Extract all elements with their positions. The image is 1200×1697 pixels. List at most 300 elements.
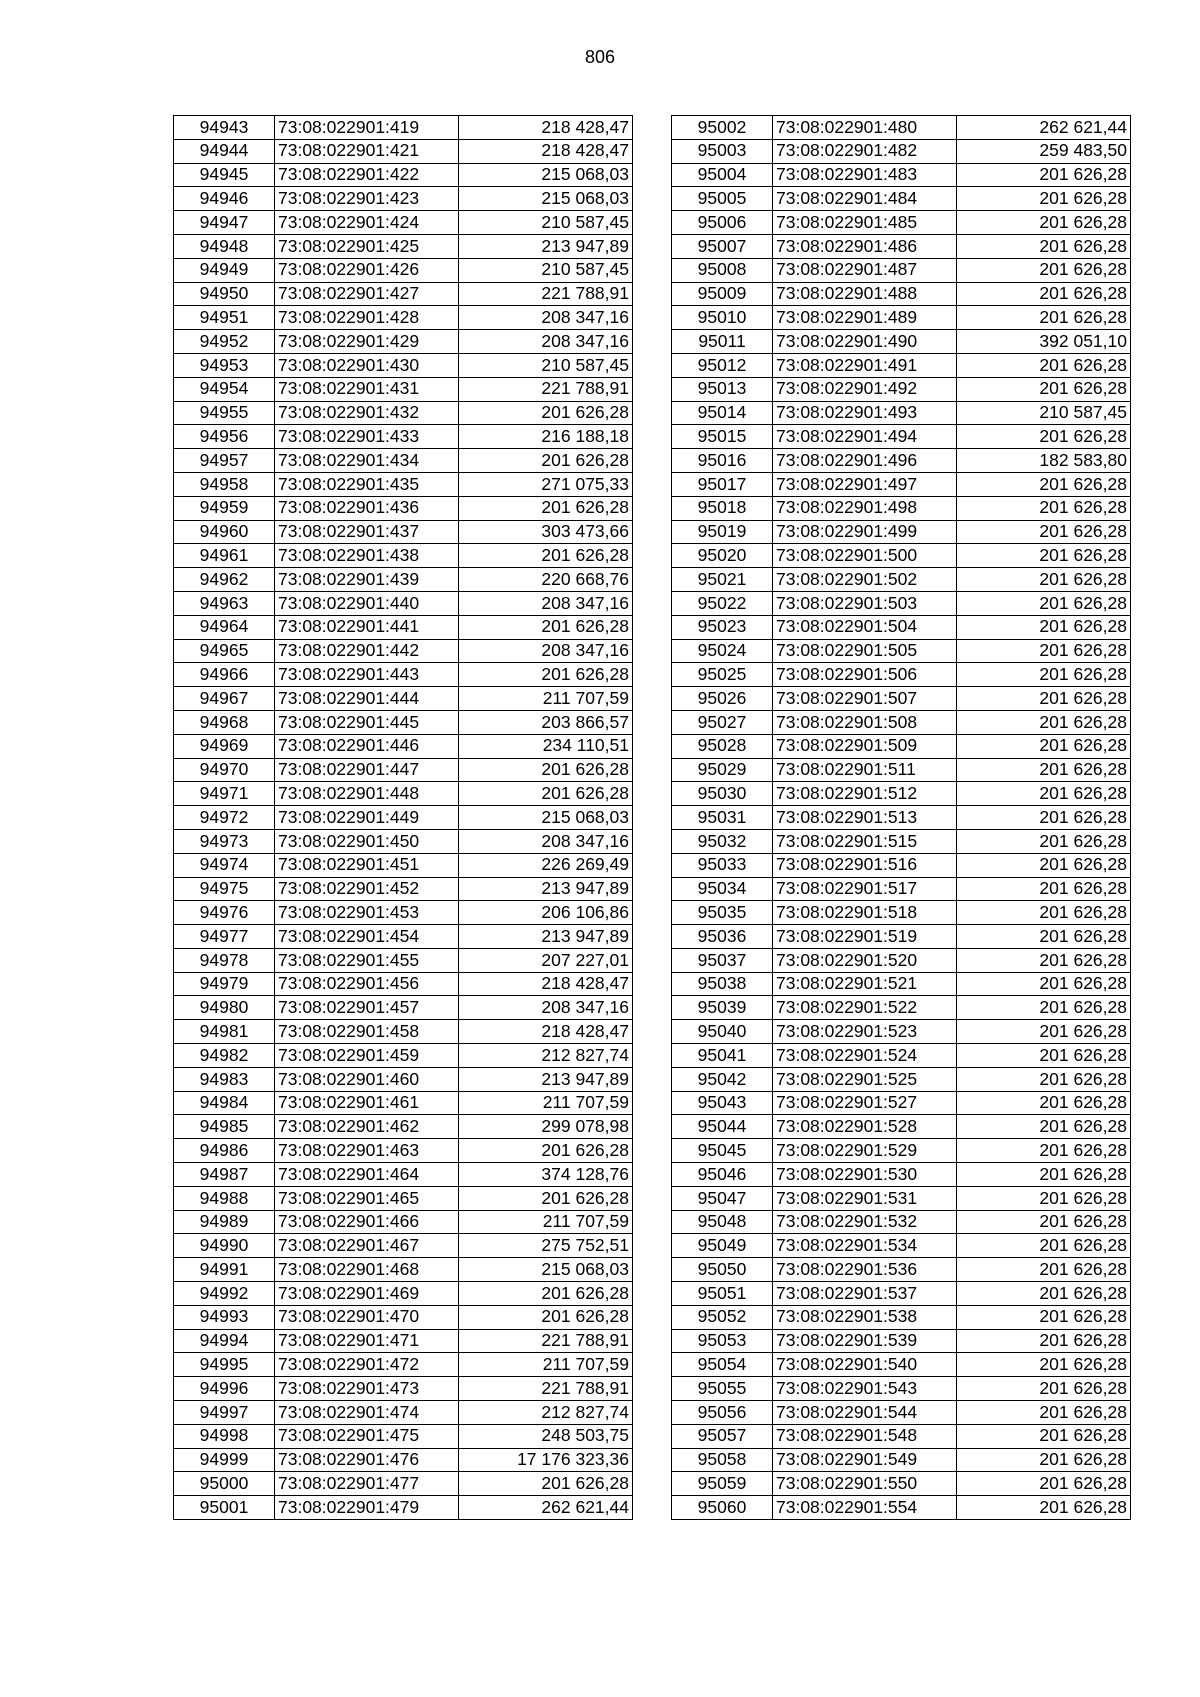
- cadastral-value-cell: 201 626,28: [957, 282, 1131, 306]
- cadastral-value-cell: 201 626,28: [957, 639, 1131, 663]
- row-number-cell: 94963: [174, 591, 275, 615]
- table-row: [174, 591, 633, 615]
- cadastral-value-cell: 201 626,28: [957, 829, 1131, 853]
- table-row: [174, 568, 633, 592]
- cadastral-value-cell: 201 626,28: [957, 1020, 1131, 1044]
- table-row: [672, 1020, 1131, 1044]
- cadastral-number-cell: 73:08:022901:431: [275, 377, 459, 401]
- row-number-cell: 94958: [174, 472, 275, 496]
- row-number-cell: 95006: [672, 211, 773, 235]
- row-number-cell: 95031: [672, 806, 773, 830]
- row-number-cell: 94968: [174, 710, 275, 734]
- row-number-cell: 95059: [672, 1472, 773, 1496]
- cadastral-number-cell: 73:08:022901:430: [275, 353, 459, 377]
- cadastral-value-cell: 259 483,50: [957, 139, 1131, 163]
- table-row: [672, 1377, 1131, 1401]
- cadastral-number-cell: 73:08:022901:484: [773, 187, 957, 211]
- row-number-cell: 94973: [174, 829, 275, 853]
- row-number-cell: 95029: [672, 758, 773, 782]
- cadastral-number-cell: 73:08:022901:487: [773, 258, 957, 282]
- cadastral-number-cell: 73:08:022901:518: [773, 901, 957, 925]
- cadastral-value-cell: 201 626,28: [957, 1448, 1131, 1472]
- cadastral-number-cell: 73:08:022901:458: [275, 1020, 459, 1044]
- table-row: [174, 853, 633, 877]
- cadastral-value-cell: 201 626,28: [957, 1186, 1131, 1210]
- table-row: [174, 948, 633, 972]
- cadastral-value-cell: 303 473,66: [459, 520, 633, 544]
- row-number-cell: 95045: [672, 1139, 773, 1163]
- cadastral-value-cell: 299 078,98: [459, 1115, 633, 1139]
- cadastral-value-cell: 201 626,28: [957, 687, 1131, 711]
- row-number-cell: 94984: [174, 1091, 275, 1115]
- row-number-cell: 94957: [174, 449, 275, 473]
- cadastral-number-cell: 73:08:022901:429: [275, 330, 459, 354]
- row-number-cell: 94998: [174, 1424, 275, 1448]
- cadastral-number-cell: 73:08:022901:479: [275, 1496, 459, 1520]
- row-number-cell: 95025: [672, 663, 773, 687]
- row-number-cell: 95043: [672, 1091, 773, 1115]
- cadastral-value-cell: 215 068,03: [459, 187, 633, 211]
- cadastral-value-cell: 201 626,28: [957, 1424, 1131, 1448]
- cadastral-number-cell: 73:08:022901:489: [773, 306, 957, 330]
- table-row: [174, 877, 633, 901]
- row-number-cell: 95039: [672, 996, 773, 1020]
- row-number-cell: 94978: [174, 948, 275, 972]
- cadastral-number-cell: 73:08:022901:504: [773, 615, 957, 639]
- cadastral-number-cell: 73:08:022901:461: [275, 1091, 459, 1115]
- row-number-cell: 95041: [672, 1044, 773, 1068]
- row-number-cell: 95050: [672, 1258, 773, 1282]
- table-row: [174, 1472, 633, 1496]
- row-number-cell: 94948: [174, 234, 275, 258]
- cadastral-number-cell: 73:08:022901:502: [773, 568, 957, 592]
- row-number-cell: 94969: [174, 734, 275, 758]
- cadastral-value-cell: 201 626,28: [957, 663, 1131, 687]
- table-row: [174, 639, 633, 663]
- cadastral-number-cell: 73:08:022901:437: [275, 520, 459, 544]
- cadastral-number-cell: 73:08:022901:517: [773, 877, 957, 901]
- cadastral-number-cell: 73:08:022901:488: [773, 282, 957, 306]
- table-row: [672, 1424, 1131, 1448]
- cadastral-value-cell: 201 626,28: [957, 234, 1131, 258]
- row-number-cell: 95019: [672, 520, 773, 544]
- row-number-cell: 95053: [672, 1329, 773, 1353]
- table-row: [672, 211, 1131, 235]
- cadastral-value-cell: 201 626,28: [459, 615, 633, 639]
- row-number-cell: 95054: [672, 1353, 773, 1377]
- table-row: [672, 1448, 1131, 1472]
- row-number-cell: 95016: [672, 449, 773, 473]
- cadastral-value-cell: 201 626,28: [957, 1401, 1131, 1425]
- table-row: [672, 163, 1131, 187]
- table-row: [174, 615, 633, 639]
- row-number-cell: 94949: [174, 258, 275, 282]
- cadastral-value-cell: 275 752,51: [459, 1234, 633, 1258]
- row-number-cell: 94947: [174, 211, 275, 235]
- cadastral-value-cell: 218 428,47: [459, 972, 633, 996]
- table-row: [174, 782, 633, 806]
- row-number-cell: 94990: [174, 1234, 275, 1258]
- table-row: [672, 1139, 1131, 1163]
- cadastral-number-cell: 73:08:022901:524: [773, 1044, 957, 1068]
- cadastral-number-cell: 73:08:022901:453: [275, 901, 459, 925]
- table-row: [174, 1496, 633, 1520]
- table-row: [174, 758, 633, 782]
- cadastral-number-cell: 73:08:022901:443: [275, 663, 459, 687]
- row-number-cell: 95035: [672, 901, 773, 925]
- row-number-cell: 95017: [672, 472, 773, 496]
- table-row: [672, 948, 1131, 972]
- cadastral-number-cell: 73:08:022901:554: [773, 1496, 957, 1520]
- cadastral-value-cell: 17 176 323,36: [459, 1448, 633, 1472]
- page-number: 806: [584, 47, 616, 67]
- cadastral-value-cell: 201 626,28: [957, 377, 1131, 401]
- cadastral-value-cell: 201 626,28: [957, 306, 1131, 330]
- row-number-cell: 94946: [174, 187, 275, 211]
- table-row: [672, 1234, 1131, 1258]
- cadastral-number-cell: 73:08:022901:463: [275, 1139, 459, 1163]
- table-row: [672, 187, 1131, 211]
- table-row: [174, 1424, 633, 1448]
- table-row: [672, 472, 1131, 496]
- cadastral-value-cell: 201 626,28: [957, 472, 1131, 496]
- cadastral-number-cell: 73:08:022901:496: [773, 449, 957, 473]
- row-number-cell: 94992: [174, 1282, 275, 1306]
- cadastral-number-cell: 73:08:022901:508: [773, 710, 957, 734]
- cadastral-value-cell: 201 626,28: [957, 568, 1131, 592]
- cadastral-number-cell: 73:08:022901:474: [275, 1401, 459, 1425]
- cadastral-number-cell: 73:08:022901:490: [773, 330, 957, 354]
- row-number-cell: 94954: [174, 377, 275, 401]
- cadastral-number-cell: 73:08:022901:438: [275, 544, 459, 568]
- cadastral-value-cell: 201 626,28: [957, 211, 1131, 235]
- cadastral-value-cell: 212 827,74: [459, 1401, 633, 1425]
- cadastral-value-cell: 201 626,28: [957, 1377, 1131, 1401]
- cadastral-value-cell: 211 707,59: [459, 687, 633, 711]
- table-row: [672, 377, 1131, 401]
- row-number-cell: 94994: [174, 1329, 275, 1353]
- table-row: [174, 806, 633, 830]
- row-number-cell: 95018: [672, 496, 773, 520]
- cadastral-value-cell: 201 626,28: [459, 663, 633, 687]
- cadastral-value-cell: 201 626,28: [957, 520, 1131, 544]
- cadastral-number-cell: 73:08:022901:467: [275, 1234, 459, 1258]
- row-number-cell: 95008: [672, 258, 773, 282]
- cadastral-number-cell: 73:08:022901:498: [773, 496, 957, 520]
- cadastral-number-cell: 73:08:022901:521: [773, 972, 957, 996]
- cadastral-value-cell: 211 707,59: [459, 1353, 633, 1377]
- cadastral-value-cell: 201 626,28: [957, 1044, 1131, 1068]
- row-number-cell: 95058: [672, 1448, 773, 1472]
- row-number-cell: 95052: [672, 1305, 773, 1329]
- cadastral-number-cell: 73:08:022901:534: [773, 1234, 957, 1258]
- cadastral-value-cell: 201 626,28: [459, 1186, 633, 1210]
- cadastral-value-cell: 201 626,28: [459, 449, 633, 473]
- table-row: [672, 282, 1131, 306]
- table-row: [174, 734, 633, 758]
- cadastral-value-cell: 220 668,76: [459, 568, 633, 592]
- cadastral-number-cell: 73:08:022901:523: [773, 1020, 957, 1044]
- cadastral-value-cell: 201 626,28: [957, 734, 1131, 758]
- row-number-cell: 95028: [672, 734, 773, 758]
- cadastral-value-cell: 221 788,91: [459, 1329, 633, 1353]
- registry-table-right-body: [672, 116, 1131, 1520]
- table-row: [672, 425, 1131, 449]
- table-row: [672, 829, 1131, 853]
- row-number-cell: 94996: [174, 1377, 275, 1401]
- row-number-cell: 95047: [672, 1186, 773, 1210]
- cadastral-value-cell: 201 626,28: [957, 877, 1131, 901]
- row-number-cell: 94965: [174, 639, 275, 663]
- row-number-cell: 94956: [174, 425, 275, 449]
- table-row: [672, 353, 1131, 377]
- row-number-cell: 95013: [672, 377, 773, 401]
- row-number-cell: 95009: [672, 282, 773, 306]
- cadastral-value-cell: 210 587,45: [459, 258, 633, 282]
- cadastral-number-cell: 73:08:022901:446: [275, 734, 459, 758]
- row-number-cell: 95000: [174, 1472, 275, 1496]
- row-number-cell: 94945: [174, 163, 275, 187]
- row-number-cell: 94985: [174, 1115, 275, 1139]
- cadastral-value-cell: 201 626,28: [957, 258, 1131, 282]
- cadastral-number-cell: 73:08:022901:507: [773, 687, 957, 711]
- cadastral-number-cell: 73:08:022901:522: [773, 996, 957, 1020]
- row-number-cell: 94982: [174, 1044, 275, 1068]
- cadastral-value-cell: 201 626,28: [957, 1282, 1131, 1306]
- cadastral-value-cell: 201 626,28: [957, 1258, 1131, 1282]
- cadastral-number-cell: 73:08:022901:536: [773, 1258, 957, 1282]
- table-row: [672, 734, 1131, 758]
- table-row: [672, 330, 1131, 354]
- cadastral-number-cell: 73:08:022901:506: [773, 663, 957, 687]
- cadastral-value-cell: 201 626,28: [957, 544, 1131, 568]
- cadastral-value-cell: 201 626,28: [957, 853, 1131, 877]
- table-row: [174, 187, 633, 211]
- cadastral-number-cell: 73:08:022901:433: [275, 425, 459, 449]
- cadastral-number-cell: 73:08:022901:464: [275, 1163, 459, 1187]
- cadastral-value-cell: 213 947,89: [459, 877, 633, 901]
- row-number-cell: 95033: [672, 853, 773, 877]
- row-number-cell: 95044: [672, 1115, 773, 1139]
- cadastral-number-cell: 73:08:022901:549: [773, 1448, 957, 1472]
- cadastral-number-cell: 73:08:022901:525: [773, 1067, 957, 1091]
- cadastral-value-cell: 201 626,28: [957, 187, 1131, 211]
- row-number-cell: 95004: [672, 163, 773, 187]
- row-number-cell: 95022: [672, 591, 773, 615]
- cadastral-number-cell: 73:08:022901:499: [773, 520, 957, 544]
- cadastral-value-cell: 211 707,59: [459, 1210, 633, 1234]
- row-number-cell: 94983: [174, 1067, 275, 1091]
- row-number-cell: 94967: [174, 687, 275, 711]
- cadastral-value-cell: 201 626,28: [957, 925, 1131, 949]
- cadastral-number-cell: 73:08:022901:494: [773, 425, 957, 449]
- row-number-cell: 94964: [174, 615, 275, 639]
- table-row: [672, 496, 1131, 520]
- cadastral-number-cell: 73:08:022901:425: [275, 234, 459, 258]
- table-row: [672, 663, 1131, 687]
- table-row: [672, 758, 1131, 782]
- cadastral-value-cell: 210 587,45: [459, 211, 633, 235]
- row-number-cell: 95023: [672, 615, 773, 639]
- cadastral-number-cell: 73:08:022901:456: [275, 972, 459, 996]
- row-number-cell: 94960: [174, 520, 275, 544]
- cadastral-value-cell: 201 626,28: [459, 1305, 633, 1329]
- cadastral-value-cell: 221 788,91: [459, 1377, 633, 1401]
- row-number-cell: 94955: [174, 401, 275, 425]
- cadastral-value-cell: 207 227,01: [459, 948, 633, 972]
- cadastral-number-cell: 73:08:022901:550: [773, 1472, 957, 1496]
- table-row: [672, 996, 1131, 1020]
- table-row: [672, 687, 1131, 711]
- cadastral-number-cell: 73:08:022901:435: [275, 472, 459, 496]
- cadastral-number-cell: 73:08:022901:465: [275, 1186, 459, 1210]
- table-row: [672, 806, 1131, 830]
- cadastral-number-cell: 73:08:022901:493: [773, 401, 957, 425]
- row-number-cell: 95003: [672, 139, 773, 163]
- table-row: [174, 1163, 633, 1187]
- row-number-cell: 94986: [174, 1139, 275, 1163]
- table-row: [174, 1329, 633, 1353]
- cadastral-number-cell: 73:08:022901:452: [275, 877, 459, 901]
- row-number-cell: 94995: [174, 1353, 275, 1377]
- row-number-cell: 95005: [672, 187, 773, 211]
- table-row: [174, 925, 633, 949]
- cadastral-value-cell: 392 051,10: [957, 330, 1131, 354]
- cadastral-number-cell: 73:08:022901:480: [773, 116, 957, 140]
- cadastral-value-cell: 201 626,28: [957, 1210, 1131, 1234]
- row-number-cell: 94979: [174, 972, 275, 996]
- cadastral-number-cell: 73:08:022901:537: [773, 1282, 957, 1306]
- cadastral-value-cell: 213 947,89: [459, 925, 633, 949]
- cadastral-number-cell: 73:08:022901:434: [275, 449, 459, 473]
- cadastral-number-cell: 73:08:022901:485: [773, 211, 957, 235]
- row-number-cell: 95030: [672, 782, 773, 806]
- cadastral-value-cell: 201 626,28: [459, 401, 633, 425]
- cadastral-value-cell: 211 707,59: [459, 1091, 633, 1115]
- table-row: [174, 353, 633, 377]
- cadastral-number-cell: 73:08:022901:422: [275, 163, 459, 187]
- table-row: [672, 782, 1131, 806]
- cadastral-value-cell: 201 626,28: [957, 1163, 1131, 1187]
- table-row: [672, 139, 1131, 163]
- cadastral-value-cell: 216 188,18: [459, 425, 633, 449]
- row-number-cell: 95042: [672, 1067, 773, 1091]
- row-number-cell: 94993: [174, 1305, 275, 1329]
- cadastral-value-cell: 208 347,16: [459, 829, 633, 853]
- cadastral-number-cell: 73:08:022901:515: [773, 829, 957, 853]
- cadastral-value-cell: 201 626,28: [459, 782, 633, 806]
- table-row: [174, 1282, 633, 1306]
- row-number-cell: 94952: [174, 330, 275, 354]
- row-number-cell: 94943: [174, 116, 275, 140]
- cadastral-number-cell: 73:08:022901:497: [773, 472, 957, 496]
- row-number-cell: 95007: [672, 234, 773, 258]
- cadastral-number-cell: 73:08:022901:505: [773, 639, 957, 663]
- table-row: [672, 1472, 1131, 1496]
- table-row: [672, 1329, 1131, 1353]
- cadastral-number-cell: 73:08:022901:449: [275, 806, 459, 830]
- table-row: [174, 1258, 633, 1282]
- cadastral-value-cell: 213 947,89: [459, 1067, 633, 1091]
- cadastral-number-cell: 73:08:022901:529: [773, 1139, 957, 1163]
- cadastral-value-cell: 201 626,28: [957, 1329, 1131, 1353]
- cadastral-number-cell: 73:08:022901:450: [275, 829, 459, 853]
- cadastral-value-cell: 201 626,28: [957, 1353, 1131, 1377]
- row-number-cell: 95056: [672, 1401, 773, 1425]
- cadastral-number-cell: 73:08:022901:512: [773, 782, 957, 806]
- row-number-cell: 94961: [174, 544, 275, 568]
- table-row: [174, 472, 633, 496]
- table-row: [672, 877, 1131, 901]
- cadastral-value-cell: 201 626,28: [957, 996, 1131, 1020]
- registry-table-right: [671, 115, 1131, 1520]
- cadastral-number-cell: 73:08:022901:532: [773, 1210, 957, 1234]
- cadastral-number-cell: 73:08:022901:530: [773, 1163, 957, 1187]
- cadastral-value-cell: 201 626,28: [459, 544, 633, 568]
- cadastral-number-cell: 73:08:022901:460: [275, 1067, 459, 1091]
- cadastral-value-cell: 201 626,28: [957, 782, 1131, 806]
- cadastral-number-cell: 73:08:022901:476: [275, 1448, 459, 1472]
- row-number-cell: 94999: [174, 1448, 275, 1472]
- cadastral-number-cell: 73:08:022901:451: [275, 853, 459, 877]
- table-row: [672, 1282, 1131, 1306]
- cadastral-value-cell: 234 110,51: [459, 734, 633, 758]
- row-number-cell: 95032: [672, 829, 773, 853]
- table-row: [174, 710, 633, 734]
- cadastral-value-cell: 201 626,28: [957, 758, 1131, 782]
- row-number-cell: 94962: [174, 568, 275, 592]
- cadastral-number-cell: 73:08:022901:482: [773, 139, 957, 163]
- cadastral-value-cell: 271 075,33: [459, 472, 633, 496]
- table-row: [672, 1353, 1131, 1377]
- row-number-cell: 95002: [672, 116, 773, 140]
- cadastral-number-cell: 73:08:022901:448: [275, 782, 459, 806]
- cadastral-value-cell: 374 128,76: [459, 1163, 633, 1187]
- cadastral-number-cell: 73:08:022901:468: [275, 1258, 459, 1282]
- cadastral-value-cell: 201 626,28: [957, 1091, 1131, 1115]
- row-number-cell: 95026: [672, 687, 773, 711]
- row-number-cell: 94972: [174, 806, 275, 830]
- cadastral-number-cell: 73:08:022901:426: [275, 258, 459, 282]
- cadastral-value-cell: 201 626,28: [957, 425, 1131, 449]
- cadastral-value-cell: 201 626,28: [957, 1067, 1131, 1091]
- table-row: [672, 615, 1131, 639]
- cadastral-number-cell: 73:08:022901:457: [275, 996, 459, 1020]
- table-row: [174, 1401, 633, 1425]
- cadastral-value-cell: 201 626,28: [459, 758, 633, 782]
- table-row: [174, 116, 633, 140]
- cadastral-number-cell: 73:08:022901:445: [275, 710, 459, 734]
- table-row: [672, 544, 1131, 568]
- table-row: [174, 1210, 633, 1234]
- row-number-cell: 95011: [672, 330, 773, 354]
- cadastral-number-cell: 73:08:022901:491: [773, 353, 957, 377]
- row-number-cell: 95040: [672, 1020, 773, 1044]
- row-number-cell: 95001: [174, 1496, 275, 1520]
- table-row: [174, 1091, 633, 1115]
- row-number-cell: 95037: [672, 948, 773, 972]
- cadastral-number-cell: 73:08:022901:424: [275, 211, 459, 235]
- row-number-cell: 95057: [672, 1424, 773, 1448]
- row-number-cell: 95038: [672, 972, 773, 996]
- table-row: [174, 687, 633, 711]
- cadastral-number-cell: 73:08:022901:432: [275, 401, 459, 425]
- row-number-cell: 94988: [174, 1186, 275, 1210]
- row-number-cell: 94959: [174, 496, 275, 520]
- table-row: [672, 520, 1131, 544]
- registry-table-left: [173, 115, 633, 1520]
- registry-table-left-body: [174, 116, 633, 1520]
